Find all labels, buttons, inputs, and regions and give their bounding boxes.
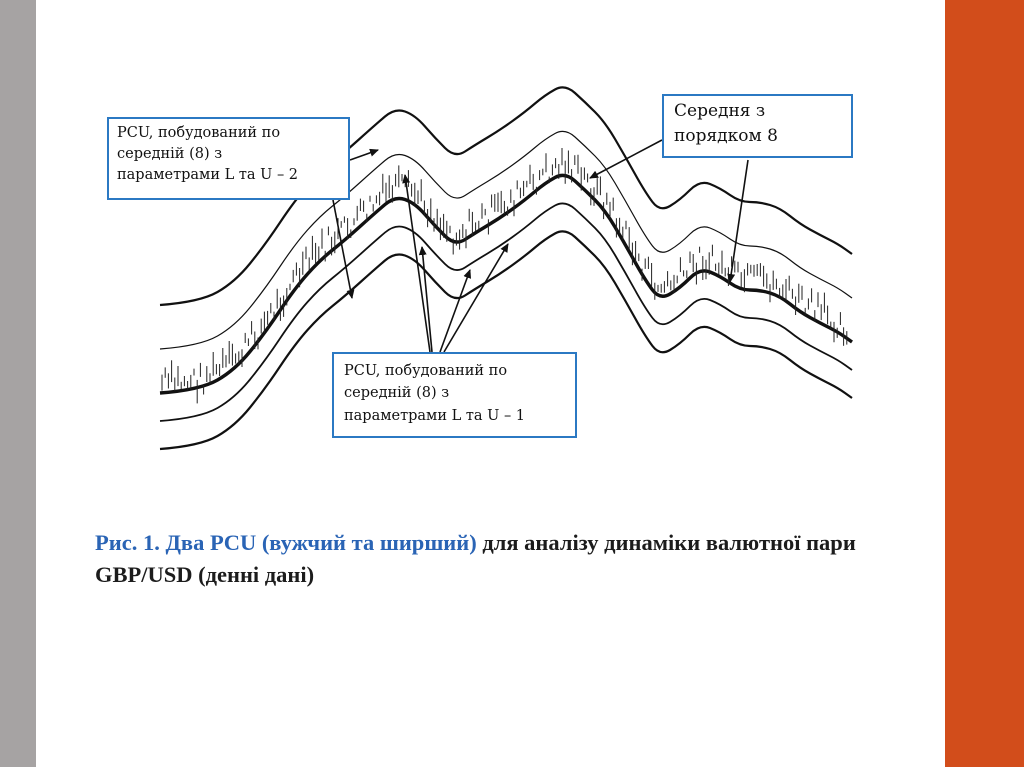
narrow-label-line-3: параметрами L та U – 2 [117, 167, 299, 184]
narrow-label-line-1: PCU, побудований по [117, 125, 281, 141]
wide-label-line-3: параметрами L та U – 1 [344, 407, 526, 424]
arrow-narrow-upper [350, 150, 378, 160]
narrow-channel-label [107, 117, 350, 200]
arrow-ma-left [590, 140, 662, 178]
wide-label-line-1: PCU, побудований по [344, 363, 508, 379]
narrow-label-line-2: середній (8) з [117, 146, 223, 163]
figure-caption [95, 527, 915, 591]
caption-rest: для аналізу динаміки валютної пари GBP/USD (денні дані) [95, 530, 856, 587]
moving-average-label [662, 94, 853, 158]
arrow-ma [730, 160, 748, 282]
wide-label-line-2: середній (8) з [344, 385, 450, 402]
wide-channel-label [332, 352, 577, 438]
caption-highlight: Рис. 1. Два PCU (вужчий та ширший) [95, 530, 477, 555]
ma-label-line-1: Середня з [674, 101, 766, 121]
ma-label-line-2: порядком 8 [674, 125, 778, 146]
arrow-wide-3 [440, 270, 470, 352]
callout-arrows [333, 140, 748, 352]
